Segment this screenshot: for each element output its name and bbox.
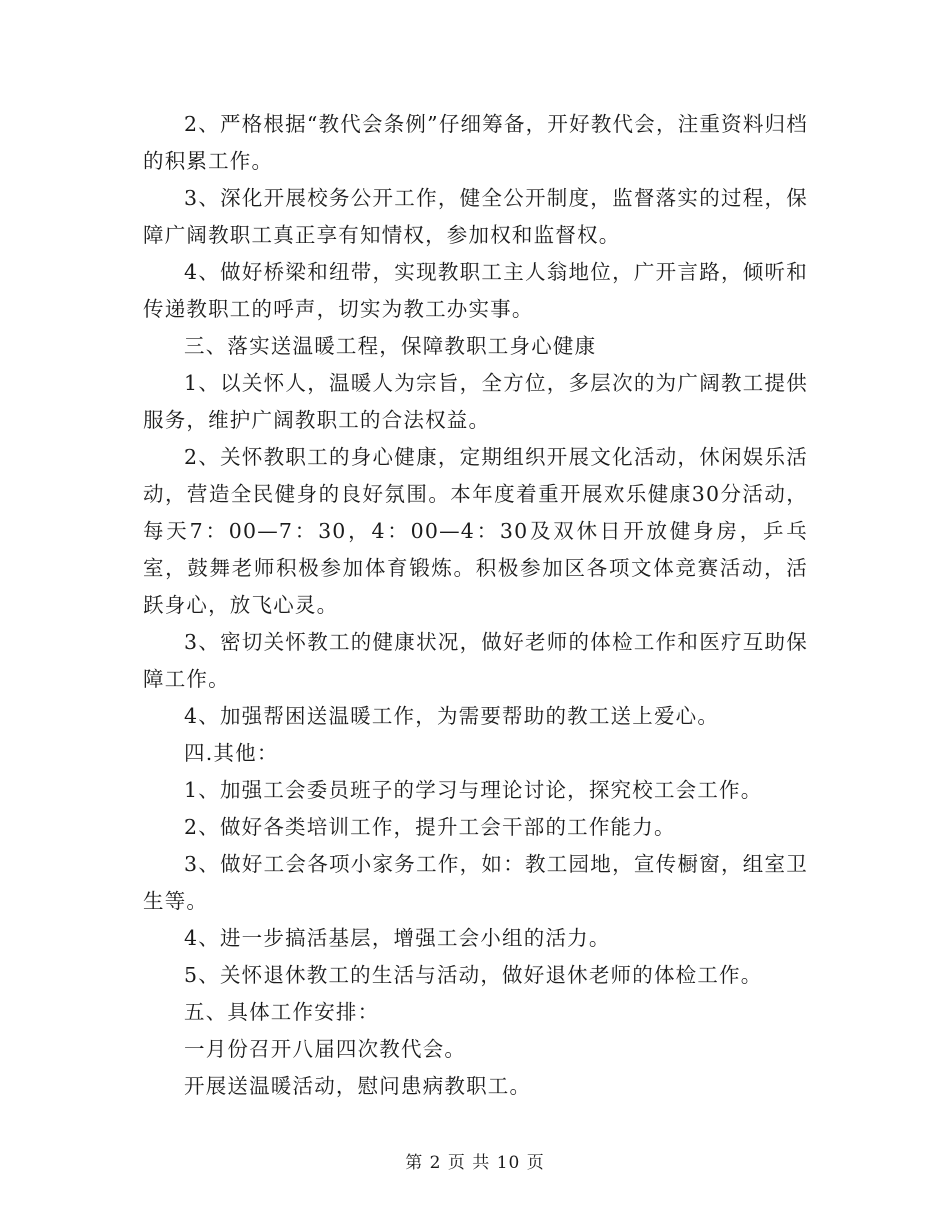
section-heading-other: 四.其他：	[184, 741, 279, 765]
paragraph-grassroots: 4、进一步搞活基层，增强工会小组的活力。	[184, 926, 611, 950]
page-number-footer	[0, 1151, 950, 1175]
page-number-label: 第 2 页 共 10 页	[405, 1153, 545, 1173]
paragraph-january-meeting: 一月份召开八届四次教代会。	[184, 1037, 467, 1061]
document-body	[143, 106, 808, 1105]
paragraph-warmth-visit: 开展送温暖活动，慰问患病教职工。	[184, 1074, 532, 1098]
paragraph-household-work: 3、做好工会各项小家务工作，如：教工园地，宣传橱窗，组室卫生等。	[143, 852, 808, 913]
paragraph-health-checkup: 3、密切关怀教工的健康状况，做好老师的体检工作和医疗互助保障工作。	[143, 630, 808, 691]
paragraph-care-service: 1、以关怀人，温暖人为宗旨，全方位，多层次的为广阔教工提供服务，维护广阔教职工的合法权益。	[143, 371, 808, 432]
paragraph-school-affairs: 3、深化开展校务公开工作，健全公开制度，监督落实的过程，保障广阔教职工真正享有知情权，参加权和监督权。	[143, 186, 808, 247]
section-heading-warmth: 三、落实送温暖工程，保障教职工身心健康	[184, 334, 597, 358]
paragraph-committee-study: 1、加强工会委员班子的学习与理论讨论，探究校工会工作。	[184, 778, 763, 802]
paragraph-training: 2、做好各类培训工作，提升工会干部的工作能力。	[184, 815, 676, 839]
paragraph-health-activities: 2、关怀教职工的身心健康，定期组织开展文化活动，休闲娱乐活动，营造全民健身的良好氛围。本年度着重开展欢乐健康30分活动，每天7：00—7：30，4：00—4：30及双休日开放健身房，乒乓室，鼓舞老师积极参加体育锻炼。积极参加区各项文体竞赛活动，活跃身心，放飞心灵。	[143, 445, 808, 617]
section-heading-schedule: 五、具体工作安排：	[184, 1000, 380, 1024]
paragraph-hardship-help: 4、加强帮困送温暖工作，为需要帮助的教工送上爱心。	[184, 704, 720, 728]
paragraph-retirees: 5、关怀退休教工的生活与活动，做好退休老师的体检工作。	[184, 963, 763, 987]
paragraph-union-congress: 2、严格根据“教代会条例”仔细筹备，开好教代会，注重资料归档的积累工作。	[143, 112, 808, 173]
paragraph-bridge-link: 4、做好桥梁和纽带，实现教职工主人翁地位，广开言路，倾听和传递教职工的呼声，切实为教工办实事。	[143, 260, 808, 321]
